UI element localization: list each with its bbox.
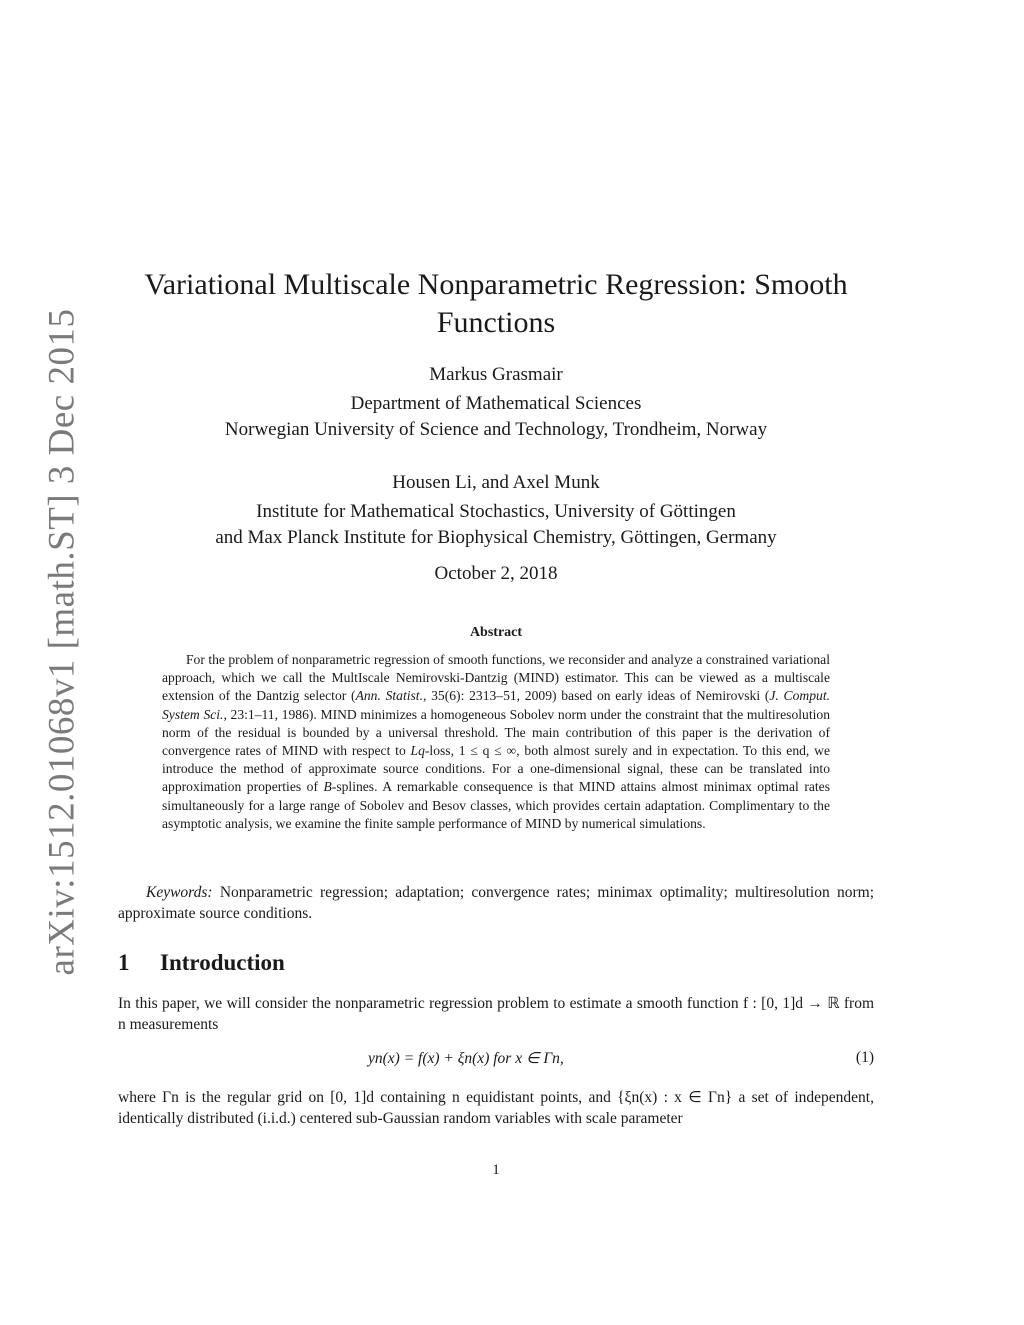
- abstract-segment: For the problem of nonparametric regression of smooth functions, we reconsider and analyze a constrained variational approach, which we call the MultIscale Nemirovski-Dantzig (MIND) estimator. This can be viewed as a multiscale extension of the Dantzig selector (: [162, 652, 830, 704]
- author-affiliation: Institute for Mathematical Stochastics, University of Göttingen: [256, 501, 736, 522]
- title-line-1: Variational Multiscale Nonparametric Regression: Smooth: [144, 268, 848, 301]
- abstract-heading: Abstract: [469, 625, 523, 640]
- author-affiliation: Norwegian University of Science and Technology, Trondheim, Norway: [224, 419, 768, 440]
- author-affiliation: and Max Planck Institute for Biophysical Chemistry, Göttingen, Germany: [215, 527, 777, 548]
- abstract-segment: -loss, 1 ≤ q ≤ ∞, both almost surely and in expectation. To this end, we introduce the method of approximate source conditions. For a one-dimensional signal, these can be translated into approximation properties of: [162, 743, 830, 795]
- arxiv-identifier-stamp: arXiv:1512.01068v1 [math.ST] 3 Dec 2015: [41, 308, 83, 976]
- section-number: 1: [118, 950, 130, 975]
- author-name: Housen Li, and Axel Munk: [392, 472, 600, 493]
- author-block-1: [118, 362, 874, 443]
- author-name: Markus Grasmair: [429, 364, 563, 385]
- abstract-segment: , 23:1–11, 1986). MIND minimizes a homogeneous Sobolev norm under the constraint that the multiresolution norm of the residual is bounded by a universal threshold. The main contribution of this paper is the derivation of convergence rates of MIND with respect to: [162, 706, 830, 759]
- abstract-math: Lq: [410, 743, 425, 759]
- abstract-text: [162, 651, 830, 833]
- intro-paragraph-1: In this paper, we will consider the nonparametric regression problem to estimate a smooth function f : [0, 1]d → ℝ from n measurements: [118, 995, 874, 1033]
- equation-body: yn(x) = f(x) + ξn(x) for x ∈ Γn,: [368, 1050, 564, 1067]
- abstract-segment: , 35(6): 2313–51, 2009) based on early ideas of Nemirovski (: [423, 688, 770, 704]
- abstract-math: B: [323, 779, 332, 795]
- section-heading: [118, 950, 285, 976]
- page-number: 1: [492, 1162, 500, 1178]
- equation-number: (1): [855, 1049, 874, 1066]
- section-title: Introduction: [160, 950, 285, 975]
- author-affiliation: Department of Mathematical Sciences: [350, 393, 642, 414]
- paper-title: [118, 266, 874, 342]
- equation-1: [118, 1049, 874, 1071]
- abstract-reference: Ann. Statist.: [355, 688, 423, 704]
- keywords-text: Nonparametric regression; adaptation; convergence rates; minimax optimality; multiresolution norm; approximate source conditions.: [118, 884, 874, 922]
- paper-date: October 2, 2018: [434, 563, 558, 584]
- title-line-2: Functions: [436, 306, 556, 339]
- keywords-paragraph: [118, 882, 874, 924]
- intro-paragraph-2: where Γn is the regular grid on [0, 1]d containing n equidistant points, and {ξn(x) : x ∈ Γn} a set of independent, identically distributed (i.i.d.) centered sub-Gaussian random variables with scale parameter: [118, 1089, 874, 1127]
- keywords-label: Keywords:: [146, 884, 213, 901]
- author-block-2: [118, 470, 874, 551]
- abstract-reference: J. Comput. System Sci.: [162, 688, 830, 722]
- abstract-segment: -splines. A remarkable consequence is that MIND attains almost minimax optimal rates simultaneously for a large range of Sobolev and Besov classes, which provides certain adaptation. Complimentary to the asymptotic analysis, we examine the finite sample performance of MIND by numerical simulations.: [162, 779, 830, 831]
